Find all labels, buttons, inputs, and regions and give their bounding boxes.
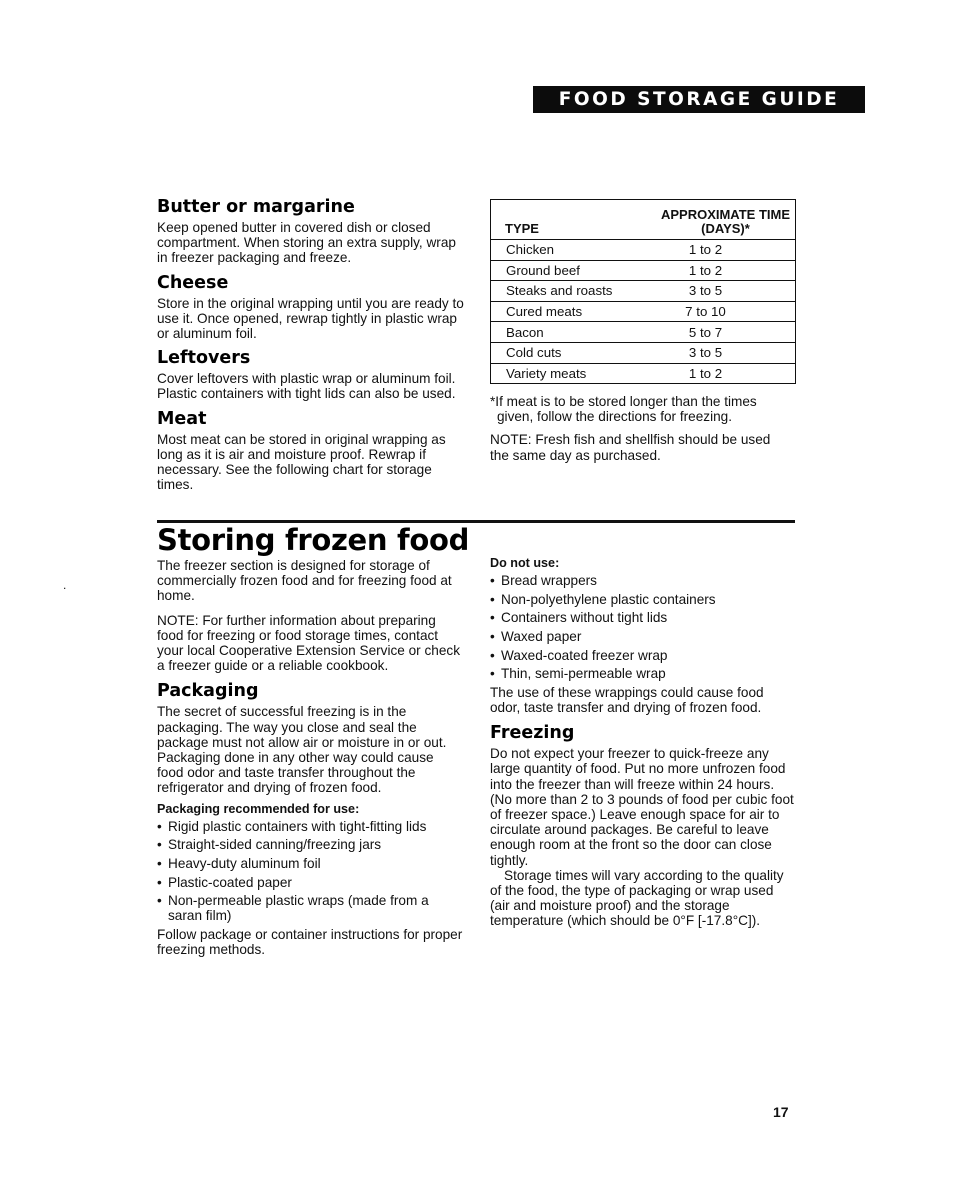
recommended-label: Packaging recommended for use:: [157, 801, 360, 816]
list-item: • Plastic-coated paper: [157, 875, 463, 890]
butter-section: [157, 197, 467, 266]
frozen-note: [157, 613, 463, 674]
time-column-header: [656, 200, 796, 240]
freezing-heading: Freezing: [490, 723, 575, 744]
list-item: • Non-permeable plastic wraps (made from a saran film): [157, 893, 438, 923]
cheese-text: Store in the original wrapping until you are ready to use it. Once opened, rewrap tightly in plastic wrap or aluminum foil.: [157, 295, 464, 342]
list-item: • Waxed-coated freezer wrap: [490, 648, 796, 663]
frozen-note-text: For further information about preparing food for freezing or food storage times, contact your local Cooperative Extension Service or check a freezer guide or a reliable cookbook.: [157, 612, 460, 674]
meat-type: Cured meats: [491, 301, 657, 322]
table-row: [491, 363, 796, 384]
table-row: [491, 342, 796, 363]
list-item: • Containers without tight lids: [490, 610, 796, 625]
donot-text: The use of these wrappings could cause food odor, taste transfer and drying of frozen food.: [490, 684, 764, 715]
leftovers-section: [157, 348, 467, 401]
time-header-line2: (DAYS)*: [701, 221, 750, 236]
fish-note-label: NOTE:: [490, 432, 532, 448]
page-number: 17: [773, 1104, 789, 1120]
list-item: • Rigid plastic containers with tight-fitting lids: [157, 819, 463, 834]
meat-section: [157, 409, 467, 493]
meat-days: 1 to 2: [656, 260, 796, 281]
page-title: Storing frozen food: [157, 523, 470, 557]
list-item: • Bread wrappers: [490, 573, 796, 588]
cheese-section: [157, 273, 467, 342]
packaging-heading: Packaging: [157, 681, 259, 702]
table-row: [491, 281, 796, 302]
recommended-list: [157, 819, 463, 924]
donot-list: [490, 573, 796, 681]
table-header-row: [491, 200, 796, 240]
table-row: [491, 240, 796, 261]
follow-text: Follow package or container instructions for proper freezing methods.: [157, 927, 463, 958]
time-header-line1: APPROXIMATE TIME: [660, 207, 791, 222]
leftovers-heading: Leftovers: [157, 348, 251, 369]
frozen-note-label: NOTE:: [157, 612, 199, 628]
meat-type: Bacon: [491, 322, 657, 343]
table-footnote: *If meat is to be stored longer than the times given, follow the directions for freezing.: [490, 394, 757, 425]
table-notes: [490, 394, 790, 463]
frozen-left-column: [157, 558, 463, 957]
meat-days: 1 to 2: [656, 363, 796, 384]
meat-type: Cold cuts: [491, 342, 657, 363]
storage-tips-column: [157, 197, 467, 499]
stray-mark: .: [63, 578, 67, 592]
list-item: • Non-polyethylene plastic containers: [490, 592, 796, 607]
meat-days: 3 to 5: [656, 342, 796, 363]
meat-text: Most meat can be stored in original wrapping as long as it is air and moisture proof. Rewrap if necessary. See the following chart for storage times.: [157, 431, 446, 493]
fish-note: [490, 432, 790, 462]
type-column-header: TYPE: [491, 200, 657, 240]
donot-label: Do not use:: [490, 556, 560, 570]
meat-days: 3 to 5: [656, 281, 796, 302]
list-item: • Straight-sided canning/freezing jars: [157, 837, 463, 852]
section-banner: FOOD STORAGE GUIDE: [533, 86, 865, 113]
frozen-intro: The freezer section is designed for storage of commercially frozen food and for freezing food at home.: [157, 558, 452, 604]
meat-storage-table: [490, 199, 796, 384]
meat-days: 1 to 2: [656, 240, 796, 261]
meat-type: Chicken: [491, 240, 657, 261]
butter-heading: Butter or margarine: [157, 197, 355, 217]
meat-type: Variety meats: [491, 363, 657, 384]
table-row: [491, 322, 796, 343]
meat-heading: Meat: [157, 408, 207, 429]
table-row: [491, 260, 796, 281]
meat-days: 5 to 7: [656, 322, 796, 343]
butter-text: Keep opened butter in covered dish or closed compartment. When storing an extra supply, wrap in freezer packaging and freeze.: [157, 220, 456, 266]
table-row: [491, 301, 796, 322]
list-item: • Heavy-duty aluminum foil: [157, 856, 463, 871]
freezing-text: Do not expect your freezer to quick-freeze any large quantity of food. Put no more unfrozen food into the freezer than will freeze within 24 hours. (No more than 2 to 3 pounds of food per cubic foot of freezer space.) Leave enough space for air to circulate around packages. Be careful to leave enough room at the front so the door can close tightly.: [490, 746, 794, 868]
meat-days: 7 to 10: [656, 301, 796, 322]
list-item: • Thin, semi-permeable wrap: [490, 666, 796, 681]
fish-note-text: Fresh fish and shellfish should be used the same day as purchased.: [490, 432, 771, 463]
meat-type: Steaks and roasts: [491, 281, 657, 302]
freezing-text-2: Storage times will vary according to the quality of the food, the type of packaging or wrap used (air and moisture proof) and the storage temperature (which should be 0°F [-17.8°C]).: [490, 867, 784, 929]
cheese-heading: Cheese: [157, 272, 229, 293]
frozen-right-column: [490, 556, 796, 929]
leftovers-text: Cover leftovers with plastic wrap or aluminum foil. Plastic containers with tight lids can also be used.: [157, 371, 456, 402]
packaging-text: The secret of successful freezing is in the packaging. The way you close and seal the package must not allow air or moisture in or out. Packaging done in any other way could cause food odor and taste transfer throughout the refrigerator and drying of frozen food.: [157, 704, 447, 796]
meat-type: Ground beef: [491, 260, 657, 281]
list-item: • Waxed paper: [490, 629, 796, 644]
